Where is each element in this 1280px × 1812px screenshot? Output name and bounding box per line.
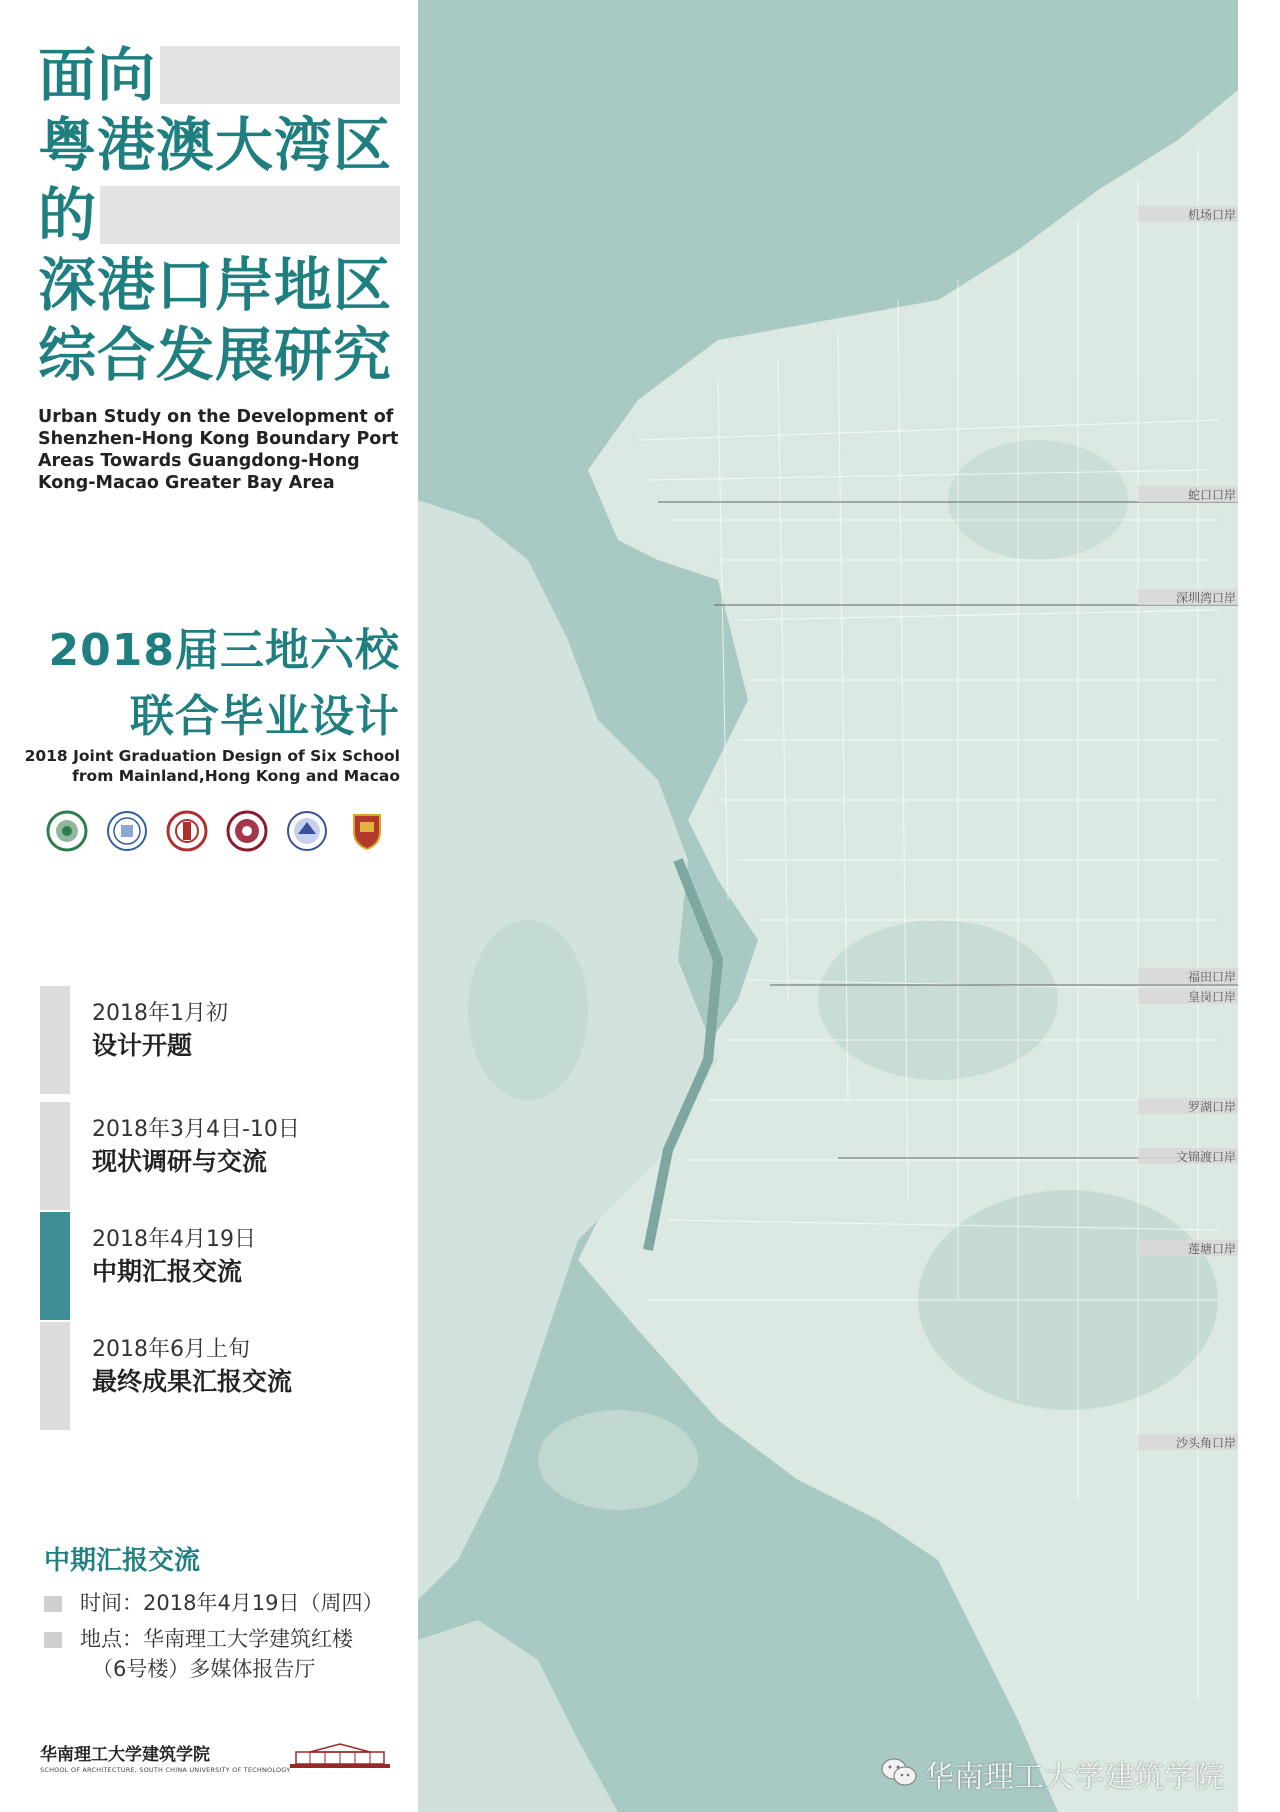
midterm-place: 地点：华南理工大学建筑红楼 （6号楼）多媒体报告厅 (44, 1624, 404, 1688)
timeline-item-kickoff: 2018年1月初 设计开题 (40, 986, 380, 1094)
bullet-square (44, 1596, 62, 1612)
port-label: 罗湖口岸 (1187, 1100, 1236, 1114)
timeline-block (40, 986, 70, 1094)
subtitle-en: 2018 Joint Graduation Design of Six School from Mainland,Hong Kong and Macao (24, 747, 400, 785)
map-green-area (948, 440, 1128, 560)
title-line-4: 深港口岸地区 (38, 251, 393, 319)
port-label: 皇岗口岸 (1187, 990, 1236, 1004)
title-line-1: 面向 (38, 40, 400, 110)
watermark-text: 华南理工大学建筑学院 (924, 1760, 1224, 1795)
timeline-block (40, 1322, 70, 1430)
timeline-block (40, 1102, 70, 1210)
school-seal-icon (286, 810, 328, 852)
title-cn (38, 40, 400, 390)
map-green-area (538, 1410, 698, 1510)
footer-school-en: SCHOOL OF ARCHITECTURE, SOUTH CHINA UNIVERSITY OF TECHNOLOGY (40, 1766, 291, 1774)
timeline-block-active (40, 1212, 70, 1320)
map-green-area (468, 920, 588, 1100)
wechat-icon (880, 1756, 918, 1788)
footer-school-cn: 华南理工大学建筑学院 (40, 1745, 210, 1765)
map-green-area (818, 920, 1058, 1080)
timeline-item-midterm: 2018年4月19日 中期汇报交流 (40, 1212, 380, 1320)
port-label: 文锦渡口岸 (1175, 1150, 1236, 1164)
subtitle-cn: 2018届三地六校 联合毕业设计 (48, 625, 400, 742)
port-label: 沙头角口岸 (1175, 1436, 1236, 1450)
midterm-title: 中期汇报交流 (44, 1546, 201, 1576)
midterm-time: 时间：2018年4月19日（周四） (44, 1588, 404, 1620)
title-en: Urban Study on the Development of Shenzhen-Hong Kong Boundary Port Areas Towards Guangdong-Hong Kong-Macao Greater Bay Area (38, 407, 399, 493)
title-line-2: 粤港澳大湾区 (38, 111, 393, 179)
title-gray-bar (160, 46, 400, 104)
school-seal-icon (226, 810, 268, 852)
timeline-item-final: 2018年6月上旬 最终成果汇报交流 (40, 1322, 380, 1430)
school-seal-icon (106, 810, 148, 852)
port-label: 机场口岸 (1187, 208, 1236, 222)
port-label: 莲塘口岸 (1187, 1242, 1236, 1256)
building-logo-icon (290, 1742, 390, 1770)
shield-logo-icon (346, 810, 388, 852)
port-label: 深圳湾口岸 (1175, 591, 1236, 605)
timeline-item-survey: 2018年3月4日-10日 现状调研与交流 (40, 1102, 380, 1210)
port-label: 蛇口口岸 (1187, 488, 1236, 502)
title-gray-bar (100, 186, 400, 244)
school-seal-icon (46, 810, 88, 852)
title-line-3: 的 (38, 180, 400, 250)
port-label: 福田口岸 (1187, 970, 1236, 984)
boundary-port-map (418, 0, 1238, 1812)
school-logos (46, 810, 406, 856)
title-line-5: 综合发展研究 (38, 321, 393, 389)
bullet-square (44, 1632, 62, 1648)
info-panel (0, 0, 418, 1812)
school-seal-icon (166, 810, 208, 852)
